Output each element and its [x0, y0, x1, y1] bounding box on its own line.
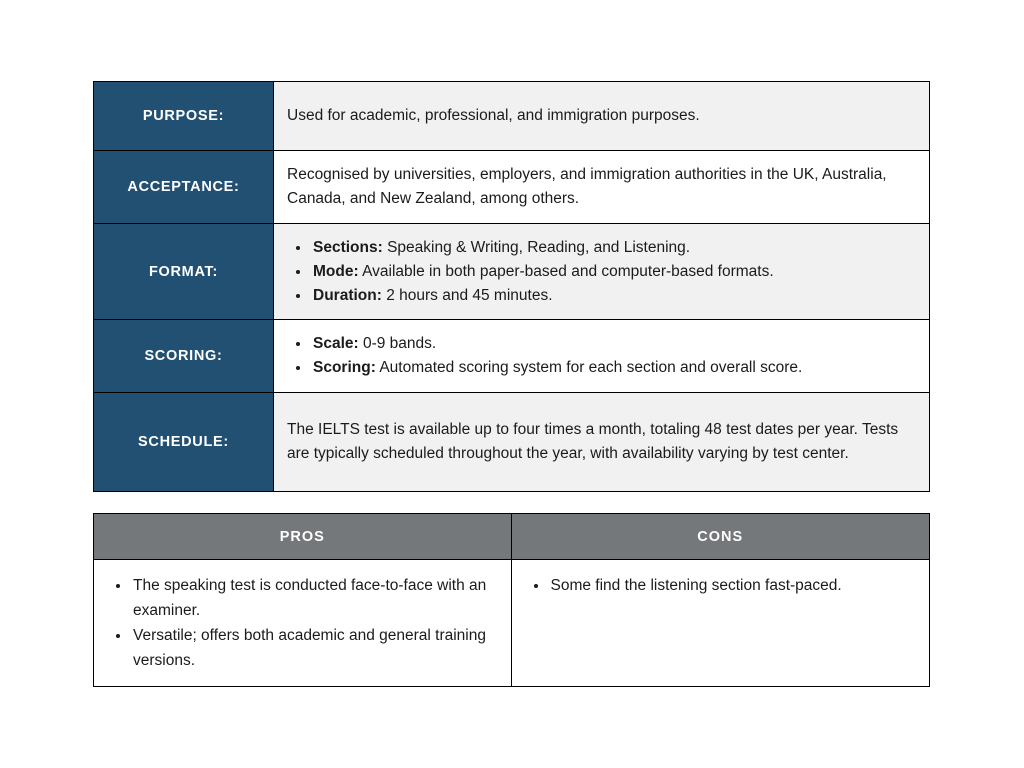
pros-cons-header-row [94, 514, 929, 560]
pros-cons-table [93, 513, 930, 687]
purpose-text: Used for academic, professional, and immigration purposes. [287, 107, 700, 124]
scoring-scale-label: Scale: [313, 335, 359, 352]
cons-cell [512, 560, 930, 686]
format-duration-label: Duration: [313, 286, 382, 304]
scoring-scale-text: 0-9 bands. [358, 335, 437, 352]
acceptance-text: Recognised by universities, employers, and immigration authorities in the UK, Australia, Canada, and New Zealand, among others. [287, 166, 887, 207]
pros-cell [94, 560, 512, 686]
format-bullet-sections [311, 236, 913, 260]
format-mode-label: Mode: [313, 262, 359, 280]
scoring-bullet-list [287, 332, 913, 380]
format-bullet-duration [311, 284, 913, 308]
format-sections-text: Speaking & Writing, Reading, and Listening. [382, 238, 691, 256]
info-row-scoring [94, 320, 929, 393]
info-row-schedule [94, 393, 929, 491]
row-content-format [274, 224, 929, 319]
format-sections-label: Sections: [313, 238, 383, 256]
cons-header: CONS [512, 514, 930, 560]
cons-list [525, 573, 914, 598]
format-bullet-mode [311, 260, 913, 284]
scoring-bullet-scoring [311, 356, 913, 380]
pros-item: • Versatile; offers both academic and general training versions. [131, 623, 495, 673]
row-label-acceptance: ACCEPTANCE: [94, 151, 274, 223]
row-label-scoring: SCORING: [94, 320, 274, 392]
format-bullet-list [287, 236, 913, 308]
pros-cons-body-row [94, 560, 929, 686]
pros-item: • The speaking test is conducted face-to-face with an examiner. [131, 573, 495, 623]
info-row-purpose [94, 82, 929, 151]
format-mode-text: Available in both paper-based and computer-based formats. [358, 262, 774, 280]
scoring-scoring-label: Scoring: [313, 359, 376, 376]
info-row-format [94, 224, 929, 320]
row-label-format: FORMAT: [94, 224, 274, 319]
format-duration-text: 2 hours and 45 minutes. [381, 286, 553, 304]
row-content-schedule [274, 393, 929, 491]
row-content-scoring [274, 320, 929, 392]
row-content-acceptance [274, 151, 929, 223]
info-row-acceptance [94, 151, 929, 224]
scoring-bullet-scale [311, 332, 913, 356]
scoring-scoring-text: Automated scoring system for each section and overall score. [375, 359, 803, 376]
row-label-purpose: PURPOSE: [94, 82, 274, 150]
pros-list [107, 573, 495, 673]
cons-item: • Some find the listening section fast-paced. [549, 573, 914, 598]
ielts-info-table [93, 81, 930, 492]
schedule-text: The IELTS test is available up to four times a month, totaling 48 test dates per year. Tests are typically scheduled throughout the year, with availability varying by test center. [287, 421, 899, 462]
row-label-schedule: SCHEDULE: [94, 393, 274, 491]
row-content-purpose [274, 82, 929, 150]
pros-header: PROS [94, 514, 512, 560]
